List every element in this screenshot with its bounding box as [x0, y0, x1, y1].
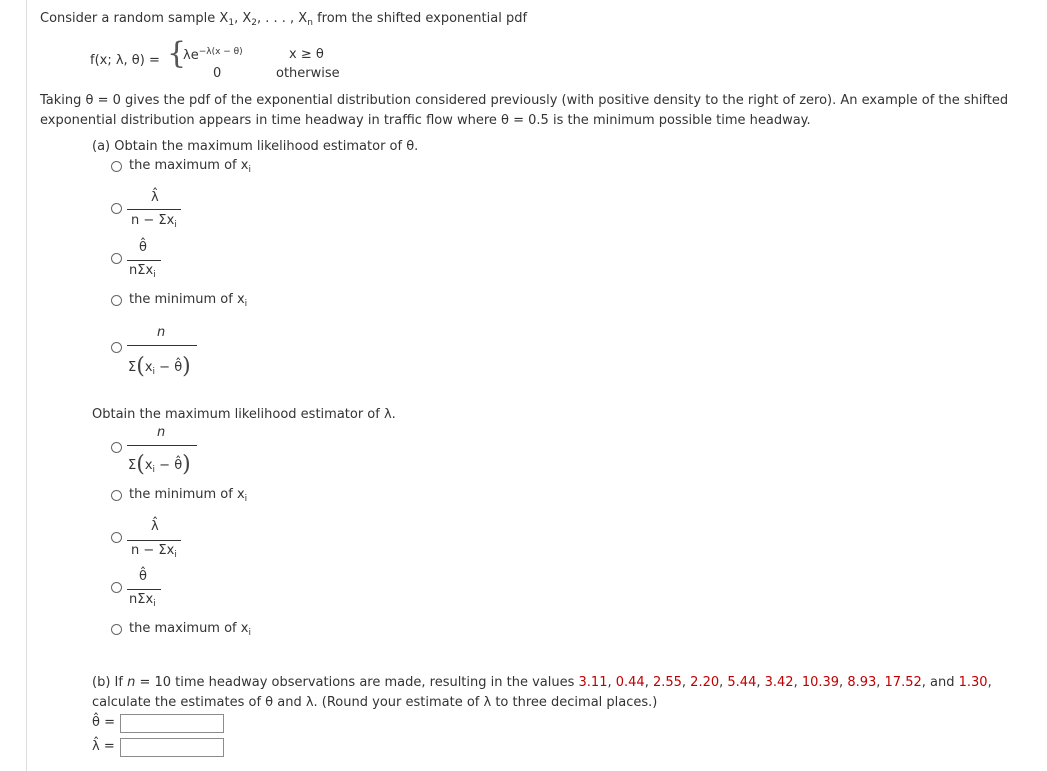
frac-l-n-num: n — [157, 425, 166, 440]
lambda-question: Obtain the maximum likelihood estimator of λ. — [92, 407, 396, 422]
radio-a-n-frac[interactable] — [111, 342, 122, 353]
radio-a-max[interactable] — [111, 161, 122, 172]
part-a-question: (a) Obtain the maximum likelihood estimator of θ. — [92, 139, 419, 154]
frac-l-lambda-num: λ̂ — [151, 519, 159, 534]
part-b-line1: (b) If n = 10 time headway observations are made, resulting in the values 3.11, 0.44, 2.55, 2.20, 5.44, 3.42, 10.39, 8.93, 17.52, and 1.30, — [92, 675, 992, 690]
frac-l-lambda-den: $n - \Sigma x_i$ — [131, 543, 177, 560]
radio-l-n-frac[interactable] — [111, 442, 122, 453]
pdf-lhs: f(x; λ, θ) = — [90, 53, 160, 68]
frac-a-theta-bar — [127, 260, 161, 261]
theta-hat-input[interactable] — [120, 714, 224, 733]
frac-a-n-den: $\Sigma(x_i$ − θ̂) — [128, 354, 191, 379]
frac-a-lambda-den: $n - \Sigma x_i$ — [131, 213, 177, 230]
frac-a-theta-num: θ̂ — [139, 240, 147, 255]
radio-l-max[interactable] — [111, 624, 122, 635]
intro-text: Consider a random sample $X_1$, $X_2$, . . . , $X_n$ from the shifted exponential pdf — [40, 11, 528, 28]
pdf-case2-condition: otherwise — [276, 66, 340, 81]
radio-a-theta-frac[interactable] — [111, 253, 122, 264]
theta-hat-label: θ̂ = — [92, 715, 115, 730]
radio-l-min[interactable] — [111, 490, 122, 501]
left-brace: { — [167, 36, 187, 71]
radio-l-lambda-frac[interactable] — [111, 532, 122, 543]
radio-a-min[interactable] — [111, 295, 122, 306]
frac-a-n-num: n — [157, 325, 166, 340]
frac-l-lambda-bar — [127, 540, 181, 541]
option-l-max-label: the maximum of $x_i$ — [129, 621, 251, 638]
frac-l-n-bar — [127, 445, 197, 446]
part-b-line2: calculate the estimates of θ and λ. (Round your estimate of λ to three decimal places.) — [92, 695, 658, 710]
frac-a-n-bar — [127, 345, 197, 346]
frac-l-theta-num: θ̂ — [139, 569, 147, 584]
frac-l-theta-den: nΣx$_i$ — [129, 592, 156, 609]
lambda-hat-input[interactable] — [120, 738, 224, 757]
option-a-min-label: the minimum of $x_i$ — [129, 292, 248, 309]
frac-l-n-den: $\Sigma(x_i$ − θ̂) — [128, 452, 191, 477]
paragraph-line1: Taking θ = 0 gives the pdf of the exponential distribution considered previously (with positive density to the right of zero). An example of the shifted — [40, 93, 1009, 108]
radio-a-lambda-frac[interactable] — [111, 203, 122, 214]
pdf-case1-expr: $\lambda e^{-\lambda(x - \theta)}$ — [183, 47, 243, 63]
pdf-case2-expr: 0 — [213, 66, 222, 81]
option-a-max-label: the maximum of $x_i$ — [129, 158, 251, 175]
paragraph-line2: exponential distribution appears in time headway in traffic flow where θ = 0.5 is the minimum possible time headway. — [40, 113, 811, 128]
radio-l-theta-frac[interactable] — [111, 582, 122, 593]
frac-a-lambda-bar — [127, 209, 181, 210]
lambda-hat-label: λ̂ = — [92, 739, 115, 754]
pdf-case1-condition: x ≥ θ — [289, 47, 324, 62]
frac-a-theta-den: nΣx$_i$ — [129, 263, 156, 280]
frac-a-lambda-num: λ̂ — [151, 190, 159, 205]
option-l-min-label: the minimum of $x_i$ — [129, 487, 248, 504]
frac-l-theta-bar — [127, 589, 161, 590]
